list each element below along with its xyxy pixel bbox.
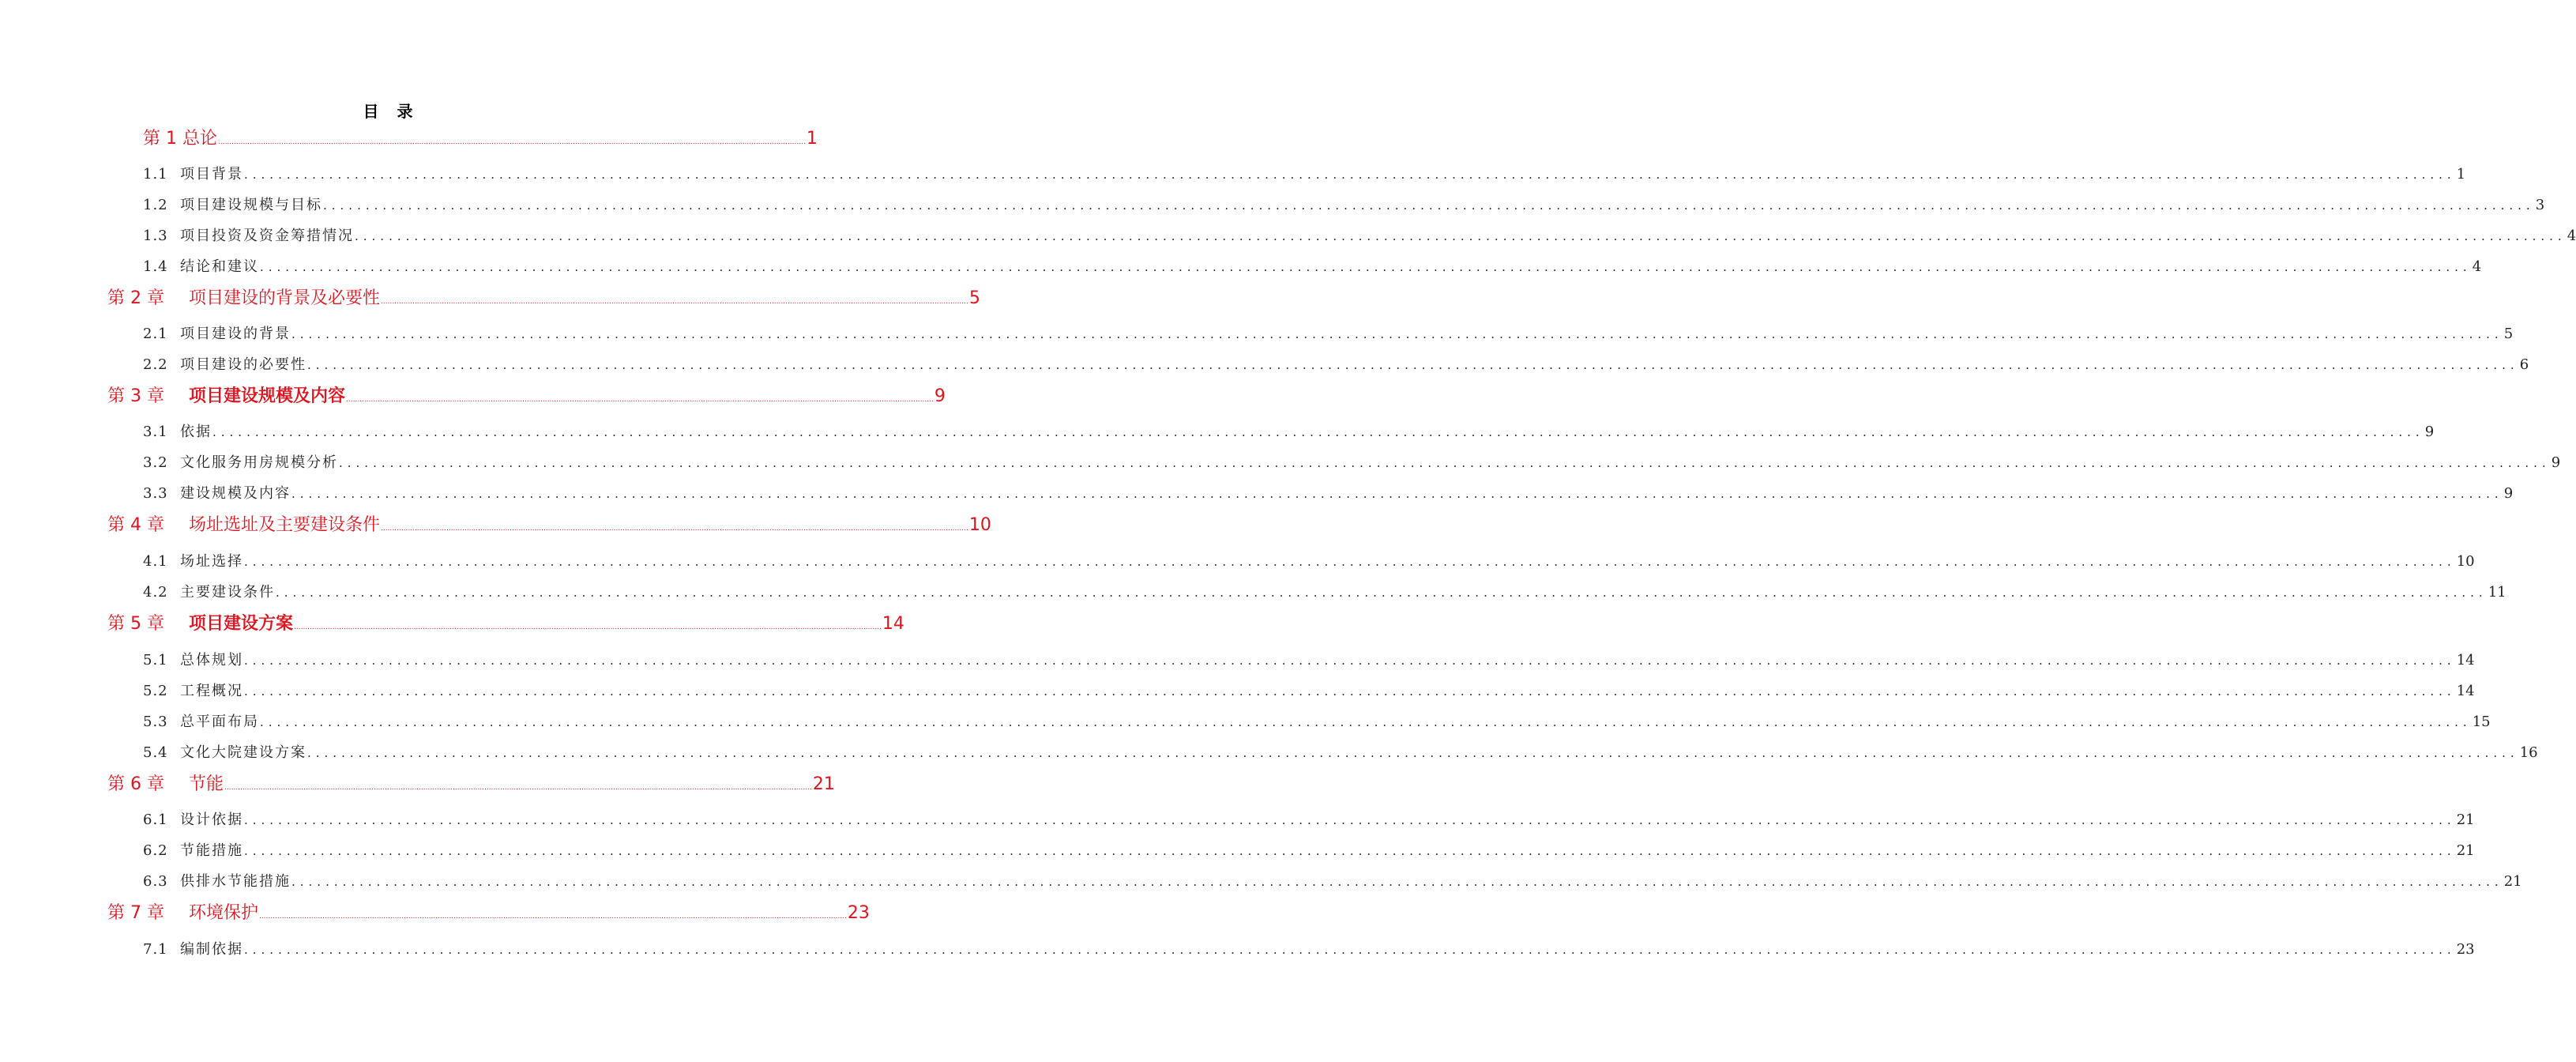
dot-leader: .................................................................................................................................................................................................................................................................... bbox=[291, 875, 2503, 889]
section-title: 工程概况 bbox=[180, 683, 243, 699]
page-number: 16 bbox=[2519, 744, 2538, 761]
page-number: 4 bbox=[2472, 258, 2482, 275]
section-title: 供排水节能措施 bbox=[180, 873, 291, 890]
toc-section-entry[interactable] bbox=[143, 551, 2475, 573]
dot-leader: .................................................................................................................................................................................................................................................................... bbox=[294, 623, 882, 631]
toc-chapter-entry[interactable] bbox=[107, 384, 946, 409]
page-number: 10 bbox=[2456, 553, 2475, 570]
section-title: 场址选择 bbox=[180, 553, 243, 570]
section-number: 1.1 bbox=[143, 166, 168, 183]
section-title: 总平面布局 bbox=[180, 714, 259, 730]
page-number: 14 bbox=[2456, 652, 2475, 668]
dot-leader: .................................................................................................................................................................................................................................................................... bbox=[276, 586, 2488, 600]
page-number: 21 bbox=[2456, 842, 2475, 859]
toc-section-entry[interactable] bbox=[143, 323, 2514, 345]
dot-leader: .................................................................................................................................................................................................................................................................... bbox=[244, 813, 2456, 827]
page-number: 5 bbox=[2503, 326, 2514, 342]
chapter-number: 第 7 章 bbox=[107, 903, 164, 923]
section-title: 主要建设条件 bbox=[180, 584, 275, 601]
section-title: 建设规模及内容 bbox=[180, 485, 291, 502]
page-number: 9 bbox=[2503, 485, 2514, 502]
chapter-title: 项目建设的背景及必要性 bbox=[189, 288, 381, 308]
section-title: 项目建设的背景 bbox=[180, 326, 291, 342]
page-number: 9 bbox=[2424, 424, 2435, 440]
toc-section-entry[interactable] bbox=[143, 194, 2545, 217]
section-title: 项目建设的必要性 bbox=[180, 356, 306, 373]
chapter-title: 场址选址及主要建设条件 bbox=[189, 515, 381, 535]
page-number: 15 bbox=[2472, 714, 2491, 730]
page-number: 23 bbox=[2456, 941, 2475, 958]
toc-section-entry[interactable] bbox=[143, 483, 2514, 505]
page-number: 6 bbox=[2519, 356, 2529, 373]
dot-leader: .................................................................................................................................................................................................................................................................... bbox=[244, 653, 2456, 668]
page-number: 23 bbox=[847, 903, 870, 923]
toc-chapter-entry[interactable] bbox=[107, 286, 980, 311]
section-number: 3.1 bbox=[143, 424, 168, 440]
section-number: 4.1 bbox=[143, 553, 168, 570]
dot-leader: .................................................................................................................................................................................................................................................................... bbox=[260, 260, 2472, 274]
page-number: 21 bbox=[2503, 873, 2522, 890]
chapter-number: 第 1 总论 bbox=[143, 129, 217, 149]
dot-leader: .................................................................................................................................................................................................................................................................... bbox=[291, 487, 2503, 501]
toc-section-entry[interactable] bbox=[143, 939, 2475, 961]
section-title: 节能措施 bbox=[180, 842, 243, 859]
toc-section-entry[interactable] bbox=[143, 421, 2435, 443]
dot-leader: .................................................................................................................................................................................................................................................................... bbox=[244, 684, 2456, 699]
page-number: 14 bbox=[2456, 683, 2475, 699]
dot-leader: .................................................................................................................................................................................................................................................................... bbox=[381, 298, 968, 306]
dot-leader: .................................................................................................................................................................................................................................................................... bbox=[244, 943, 2456, 957]
section-title: 项目投资及资金筹措情况 bbox=[180, 228, 354, 244]
dot-leader: .................................................................................................................................................................................................................................................................... bbox=[381, 525, 968, 533]
section-number: 5.4 bbox=[143, 744, 168, 761]
dot-leader: .................................................................................................................................................................................................................................................................... bbox=[212, 425, 2424, 439]
toc-section-entry[interactable] bbox=[143, 354, 2529, 376]
page-number: 10 bbox=[968, 515, 991, 535]
toc-section-entry[interactable] bbox=[143, 164, 2466, 186]
dot-leader: .................................................................................................................................................................................................................................................................... bbox=[339, 456, 2551, 470]
dot-leader: .................................................................................................................................................................................................................................................................... bbox=[355, 229, 2567, 243]
section-number: 4.2 bbox=[143, 584, 168, 601]
chapter-number: 第 6 章 bbox=[107, 774, 164, 794]
dot-leader: .................................................................................................................................................................................................................................................................... bbox=[224, 784, 812, 792]
chapter-number: 第 5 章 bbox=[107, 614, 164, 634]
dot-leader: .................................................................................................................................................................................................................................................................... bbox=[244, 555, 2456, 569]
page-number: 11 bbox=[2488, 584, 2506, 601]
toc-chapter-entry[interactable] bbox=[107, 513, 991, 538]
toc-section-entry[interactable] bbox=[143, 650, 2475, 672]
dot-leader: .................................................................................................................................................................................................................................................................... bbox=[260, 715, 2472, 729]
toc-section-entry[interactable] bbox=[143, 452, 2561, 474]
section-number: 1.3 bbox=[143, 228, 168, 244]
section-title: 文化大院建设方案 bbox=[180, 744, 306, 761]
section-title: 依据 bbox=[180, 424, 212, 440]
page-number: 9 bbox=[2551, 454, 2561, 471]
page-number: 1 bbox=[2456, 166, 2466, 183]
dot-leader: .................................................................................................................................................................................................................................................................... bbox=[307, 358, 2519, 372]
toc-chapter-entry[interactable] bbox=[143, 126, 818, 152]
section-number: 6.2 bbox=[143, 842, 168, 859]
dot-leader: .................................................................................................................................................................................................................................................................... bbox=[346, 396, 934, 404]
page-number: 21 bbox=[2456, 812, 2475, 828]
toc-section-entry[interactable] bbox=[143, 871, 2522, 893]
section-title: 设计依据 bbox=[180, 812, 243, 828]
dot-leader: .................................................................................................................................................................................................................................................................... bbox=[244, 168, 2456, 182]
dot-leader: .................................................................................................................................................................................................................................................................... bbox=[244, 844, 2456, 858]
chapter-number: 第 2 章 bbox=[107, 288, 164, 308]
chapter-title: 环境保护 bbox=[189, 903, 259, 923]
chapter-number: 第 4 章 bbox=[107, 515, 164, 535]
dot-leader: .................................................................................................................................................................................................................................................................... bbox=[259, 913, 847, 921]
toc-chapter-entry[interactable] bbox=[107, 612, 904, 637]
section-number: 5.3 bbox=[143, 714, 168, 730]
page-number: 5 bbox=[968, 288, 980, 308]
section-number: 2.2 bbox=[143, 356, 168, 373]
section-title: 总体规划 bbox=[180, 652, 243, 668]
section-title: 项目建设规模与目标 bbox=[180, 197, 322, 213]
toc-chapter-entry[interactable] bbox=[107, 772, 835, 797]
toc-section-entry[interactable] bbox=[143, 256, 2482, 278]
page-number: 14 bbox=[882, 614, 904, 634]
dot-leader: .................................................................................................................................................................................................................................................................... bbox=[217, 138, 806, 146]
toc-title: 目 录 bbox=[363, 102, 419, 121]
section-number: 3.2 bbox=[143, 454, 168, 471]
section-number: 6.1 bbox=[143, 812, 168, 828]
chapter-title: 项目建设规模及内容 bbox=[189, 386, 346, 406]
section-number: 5.2 bbox=[143, 683, 168, 699]
toc-section-entry[interactable] bbox=[143, 742, 2538, 764]
toc-section-entry[interactable] bbox=[143, 225, 2576, 247]
dot-leader: .................................................................................................................................................................................................................................................................... bbox=[323, 198, 2535, 213]
section-number: 6.3 bbox=[143, 873, 168, 890]
chapter-number: 第 3 章 bbox=[107, 386, 164, 406]
page-number: 9 bbox=[934, 386, 946, 406]
section-number: 1.4 bbox=[143, 258, 168, 275]
toc-section-entry[interactable] bbox=[143, 840, 2475, 862]
chapter-title: 节能 bbox=[189, 774, 224, 794]
toc-section-entry[interactable] bbox=[143, 711, 2491, 733]
dot-leader: .................................................................................................................................................................................................................................................................... bbox=[291, 327, 2503, 341]
section-title: 文化服务用房规模分析 bbox=[180, 454, 338, 471]
page-number: 21 bbox=[812, 774, 835, 794]
page-number: 3 bbox=[2535, 197, 2545, 213]
dot-leader: .................................................................................................................................................................................................................................................................... bbox=[307, 746, 2519, 760]
section-number: 7.1 bbox=[143, 941, 168, 958]
section-number: 3.3 bbox=[143, 485, 168, 502]
page-number: 4 bbox=[2567, 228, 2576, 244]
toc-chapter-entry[interactable] bbox=[107, 901, 870, 926]
section-number: 1.2 bbox=[143, 197, 168, 213]
section-title: 项目背景 bbox=[180, 166, 243, 183]
toc-section-entry[interactable] bbox=[143, 582, 2506, 604]
toc-section-entry[interactable] bbox=[143, 809, 2475, 831]
toc-section-entry[interactable] bbox=[143, 680, 2475, 702]
page-number: 1 bbox=[806, 129, 818, 149]
section-title: 编制依据 bbox=[180, 941, 243, 958]
section-number: 5.1 bbox=[143, 652, 168, 668]
section-title: 结论和建议 bbox=[180, 258, 259, 275]
section-number: 2.1 bbox=[143, 326, 168, 342]
chapter-title: 项目建设方案 bbox=[189, 614, 294, 634]
